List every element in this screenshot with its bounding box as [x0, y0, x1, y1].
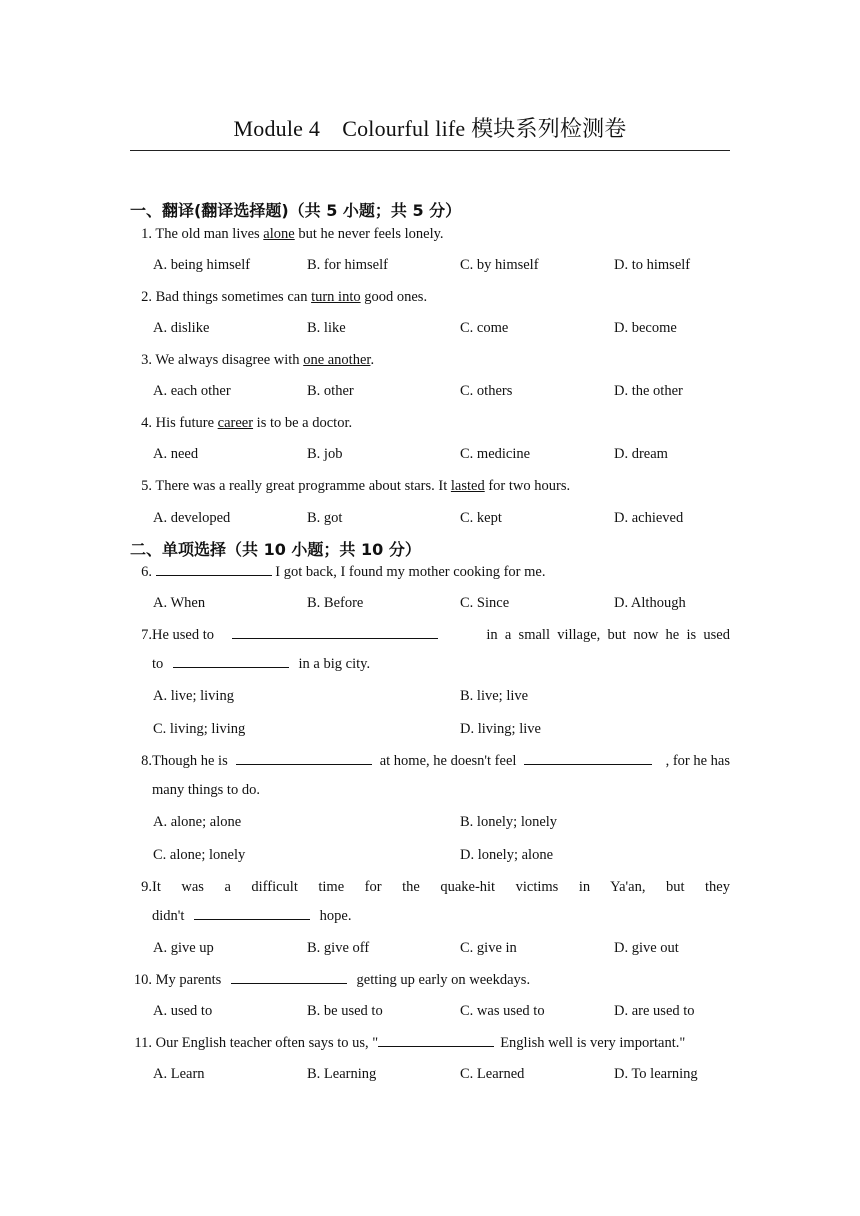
option-d[interactable]: D. to himself — [614, 257, 691, 273]
question-number: 6. — [141, 564, 152, 580]
option-c[interactable]: C. alone; lonely — [153, 847, 246, 863]
option-a[interactable]: A. dislike — [153, 320, 210, 336]
question-text-pre: His future — [155, 415, 218, 431]
question-10 — [130, 966, 730, 995]
question-1 — [130, 220, 730, 249]
option-a[interactable]: A. Learn — [153, 1066, 205, 1082]
option-b[interactable]: B. lonely; lonely — [460, 814, 558, 830]
option-c[interactable]: C. kept — [460, 510, 502, 526]
option-d[interactable]: D. are used to — [614, 1003, 695, 1019]
option-a[interactable]: A. being himself — [153, 257, 251, 273]
option-a[interactable]: A. give up — [153, 940, 214, 956]
answer-blank[interactable] — [378, 1033, 494, 1047]
question-text-pre: We always disagree with — [155, 352, 304, 368]
question-text-post: but he never feels lonely. — [294, 226, 444, 242]
question-text-post: . — [370, 352, 375, 368]
question-6 — [130, 558, 730, 587]
question-3 — [130, 346, 730, 375]
title-rule — [130, 150, 730, 151]
question-number: 1. — [141, 226, 152, 242]
option-a[interactable]: A. each other — [153, 383, 231, 399]
option-a[interactable]: A. developed — [153, 510, 231, 526]
option-b[interactable]: B. give off — [307, 940, 370, 956]
option-a[interactable]: A. live; living — [153, 688, 234, 704]
question-4 — [130, 409, 730, 438]
question-number: 11. — [134, 1035, 152, 1051]
section-heading-1: 一、翻译(翻译选择题)（共 5 小题；共 5 分） — [130, 201, 462, 220]
option-c[interactable]: C. Learned — [460, 1066, 525, 1082]
question-text-part: in a small village, but now he is used — [486, 627, 730, 643]
page-title: Module 4 Colourful life 模块系列检测卷 — [233, 116, 627, 141]
option-b[interactable]: B. be used to — [307, 1003, 383, 1019]
option-c[interactable]: C. others — [460, 383, 513, 399]
section-heading-2: 二、单项选择（共 10 小题；共 10 分） — [130, 540, 421, 559]
question-text-pre: The old man lives — [155, 226, 264, 242]
question-number: 4. — [141, 415, 152, 431]
option-c[interactable]: C. come — [460, 320, 509, 336]
answer-blank[interactable] — [236, 751, 372, 765]
question-9 — [130, 873, 730, 931]
answer-blank[interactable] — [194, 906, 310, 920]
answer-blank[interactable] — [156, 562, 272, 576]
question-text-post: English well is very important." — [500, 1035, 686, 1051]
question-number: 8. — [141, 753, 152, 769]
question-text-part: at home, he doesn't feel — [379, 753, 517, 769]
option-d[interactable]: D. living; live — [460, 721, 541, 737]
question-text-pre: Our English teacher often says to us, " — [155, 1035, 379, 1051]
option-b[interactable]: B. like — [307, 320, 346, 336]
question-underlined-word: turn into — [311, 289, 361, 305]
question-text-post: is to be a doctor. — [253, 415, 353, 431]
option-d[interactable]: D. achieved — [614, 510, 684, 526]
question-text-pre: There was a really great programme about stars. It — [155, 478, 451, 494]
option-b[interactable]: B. for himself — [307, 257, 388, 273]
question-5 — [130, 472, 730, 501]
question-underlined-word: lasted — [450, 478, 485, 494]
question-underlined-word: one another — [303, 352, 371, 368]
question-text-pre: My parents — [155, 972, 222, 988]
option-c[interactable]: C. living; living — [153, 721, 246, 737]
question-text-part: hope. — [319, 908, 352, 924]
question-text-pre: Bad things sometimes can — [155, 289, 312, 305]
option-a[interactable]: A. used to — [153, 1003, 213, 1019]
question-number: 7. — [141, 627, 152, 643]
option-b[interactable]: B. got — [307, 510, 343, 526]
option-d[interactable]: D. lonely; alone — [460, 847, 554, 863]
question-number: 10. — [133, 972, 152, 988]
option-b[interactable]: B. live; live — [460, 688, 529, 704]
question-8 — [130, 747, 730, 805]
option-d[interactable]: D. the other — [614, 383, 683, 399]
question-text-post: good ones. — [360, 289, 428, 305]
option-d[interactable]: D. dream — [614, 446, 668, 462]
option-c[interactable]: C. Since — [460, 595, 510, 611]
answer-blank[interactable] — [232, 625, 438, 639]
option-a[interactable]: A. alone; alone — [153, 814, 242, 830]
question-number: 9. — [141, 879, 152, 895]
option-b[interactable]: B. other — [307, 383, 354, 399]
option-a[interactable]: A. need — [153, 446, 199, 462]
question-11 — [130, 1029, 730, 1058]
answer-blank[interactable] — [173, 654, 289, 668]
question-text-part: many things to do. — [152, 782, 260, 798]
question-text-part: to — [152, 656, 164, 672]
option-c[interactable]: C. medicine — [460, 446, 531, 462]
answer-blank[interactable] — [524, 751, 652, 765]
question-7 — [130, 621, 730, 679]
question-text-part: didn't — [152, 908, 185, 924]
question-text-part: , for he has — [665, 753, 730, 769]
question-text-part: He used to — [152, 627, 215, 643]
option-d[interactable]: D. become — [614, 320, 677, 336]
question-text-post: for two hours. — [484, 478, 571, 494]
option-b[interactable]: B. Before — [307, 595, 364, 611]
question-underlined-word: career — [217, 415, 254, 431]
option-b[interactable]: B. job — [307, 446, 343, 462]
option-d[interactable]: D. Although — [614, 595, 686, 611]
question-text-post: getting up early on weekdays. — [356, 972, 531, 988]
question-underlined-word: alone — [263, 226, 295, 242]
question-text-post: I got back, I found my mother cooking for me. — [271, 564, 546, 580]
option-b[interactable]: B. Learning — [307, 1066, 377, 1082]
question-number: 3. — [141, 352, 152, 368]
option-d[interactable]: D. give out — [614, 940, 679, 956]
question-text-part: in a big city. — [298, 656, 371, 672]
option-a[interactable]: A. When — [153, 595, 206, 611]
question-2 — [130, 283, 730, 312]
option-d[interactable]: D. To learning — [614, 1066, 698, 1082]
option-c[interactable]: C. was used to — [460, 1003, 545, 1019]
question-number: 5. — [141, 478, 152, 494]
question-number: 2. — [141, 289, 152, 305]
option-c[interactable]: C. by himself — [460, 257, 539, 273]
option-c[interactable]: C. give in — [460, 940, 517, 956]
question-text-part: Though he is — [152, 753, 228, 769]
question-text-part: It was a difficult time for the quake-hit victims in Ya'an, but they — [152, 879, 730, 895]
answer-blank[interactable] — [231, 970, 347, 984]
